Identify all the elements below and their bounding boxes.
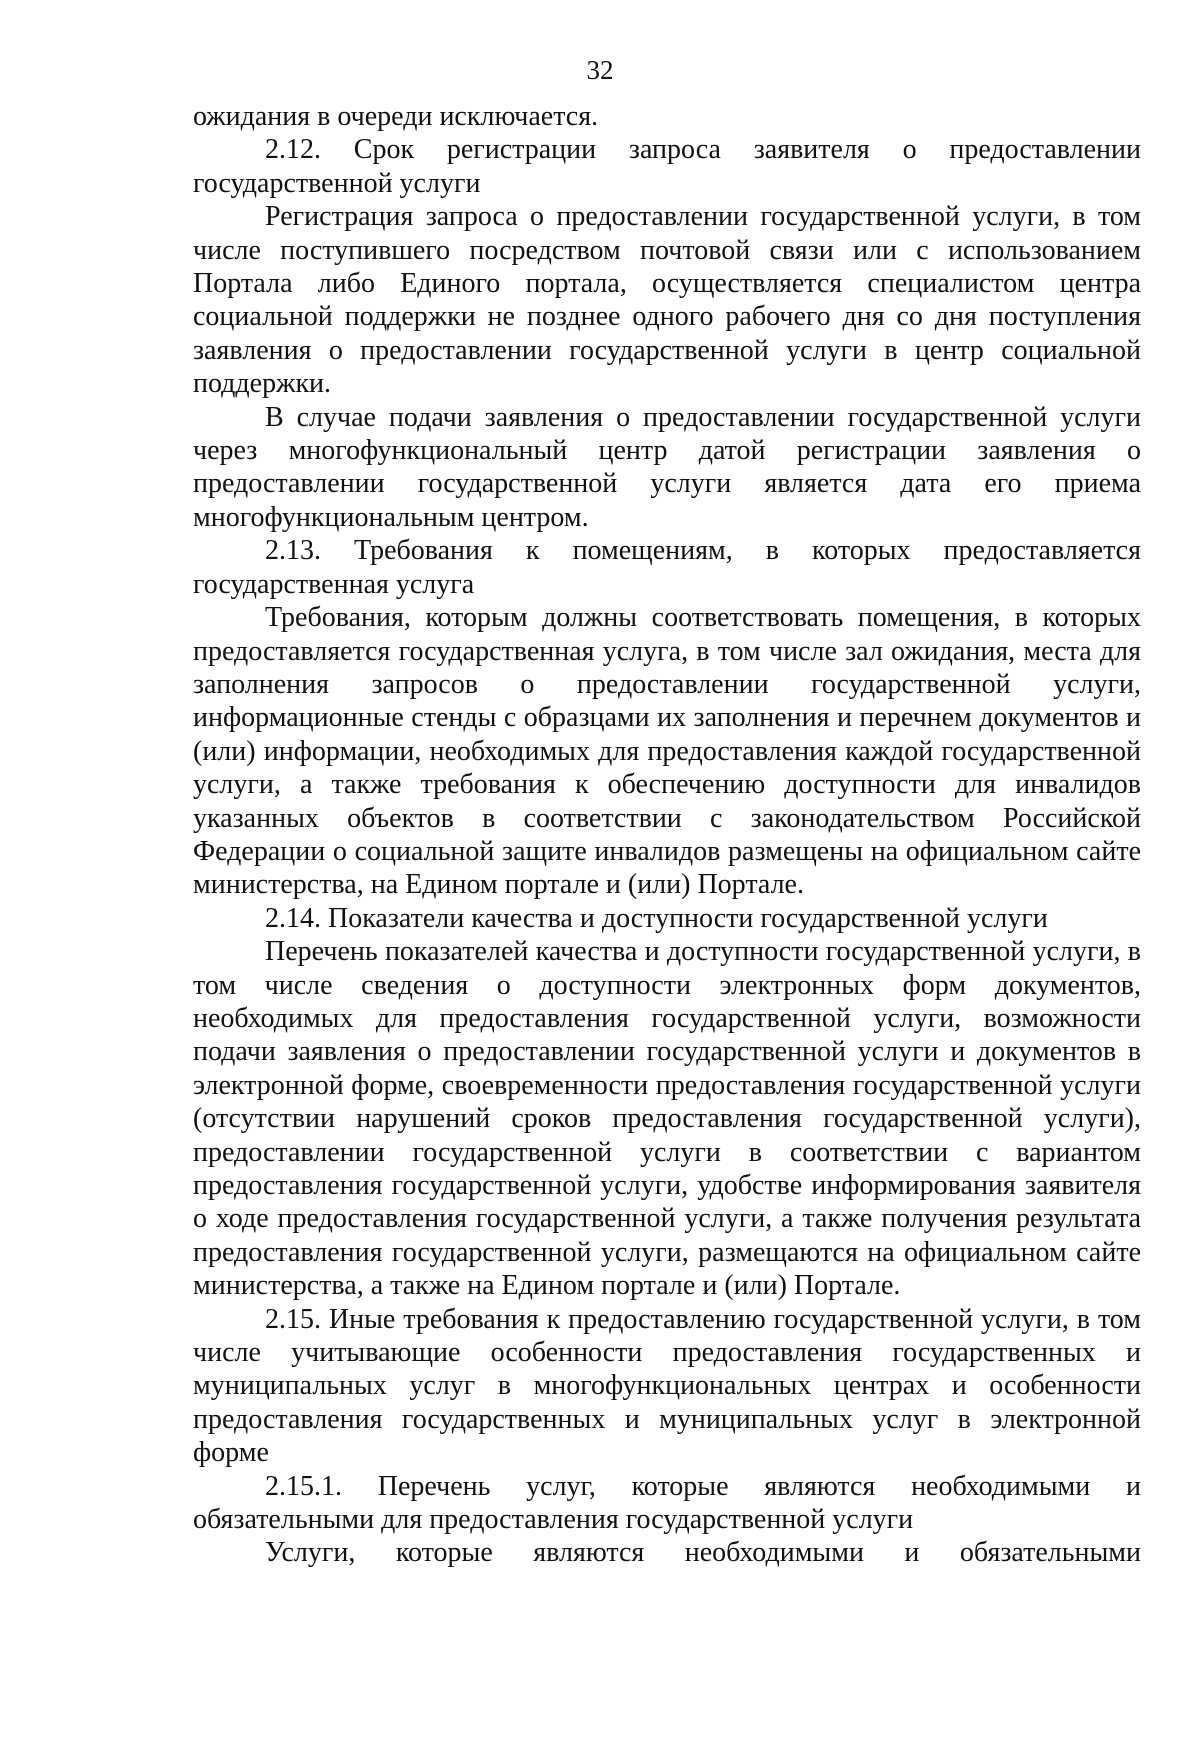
page-number: 32 bbox=[586, 55, 614, 85]
section-heading-2-14: 2.14. Показатели качества и доступности государственной услуги bbox=[265, 902, 1048, 934]
paragraph-0: ожидания в очереди исключается. bbox=[193, 101, 599, 132]
paragraph-services-continued: Услуги, которые являются необходимыми и обязательными bbox=[265, 1537, 1141, 1569]
section-heading-2-12: 2.12. Срок регистрации запроса заявителя о предоставлении государственной услуги bbox=[193, 134, 1141, 199]
section-heading-2-15-1: 2.15.1. Перечень услуг, которые являются необходимыми и обязательными для предоставления государственной услуги bbox=[193, 1470, 1141, 1536]
paragraph-premises-requirements: Требования, которым должны соответствовать помещения, в которых предоставляется государственная услуга, в том числе зал ожидания, места для заполнения запросов о предоставлении государственной услуги, информационные стенды с образцами их заполнения и перечнем документов и (или) информации, необходимых для предоставления каждой государственной услуги, а также требования к обеспечению доступности для инвалидов указанных объектов в соответствии с законодательством Российской Федерации о социальной защите инвалидов размещены на официальном сайте министерства, на Едином портале и (или) Портале. bbox=[193, 602, 1141, 901]
document-body bbox=[193, 100, 1141, 1570]
paragraph-mfc-registration: В случае подачи заявления о предоставлении государственной услуги через многофункциональный центр датой регистрации заявления о предоставлении государственной услуги является дата его приема многофункциональным центром. bbox=[193, 401, 1141, 533]
section-heading-2-13: 2.13. Требования к помещениям, в которых предоставляется государственная услуга bbox=[193, 535, 1141, 600]
paragraph-quality-indicators: Перечень показателей качества и доступности государственной услуги, в том числе сведения о доступности электронных форм документов, необходимых для предоставления государственной услуги, возможности подачи заявления о предоставлении государственной услуги и документов в электронной форме, своевременности предоставления государственной услуги (отсутствии нарушений сроков предоставления государственной услуги), предоставлении государственной услуги в соответствии с вариантом предоставления государственной услуги, удобстве информирования заявителя о ходе предоставления государственной услуги, а также получения результата предоставления государственной услуги, размещаются на официальном сайте министерства, а также на Едином портале и (или) Портале. bbox=[193, 936, 1141, 1302]
section-heading-2-15: 2.15. Иные требования к предоставлению государственной услуги, в том числе учитывающие особенности предоставления государственных и муниципальных услуг в многофункциональных центрах и особенности предоставления государственных и муниципальных услуг в электронной форме bbox=[193, 1303, 1141, 1469]
paragraph-registration: Регистрация запроса о предоставлении государственной услуги, в том числе поступившего посредством почтовой связи или с использованием Портала либо Единого портала, осуществляется специалистом центра социальной поддержки не позднее одного рабочего дня со дня поступления заявления о предоставлении государственной услуги в центр социальной поддержки. bbox=[193, 201, 1141, 400]
